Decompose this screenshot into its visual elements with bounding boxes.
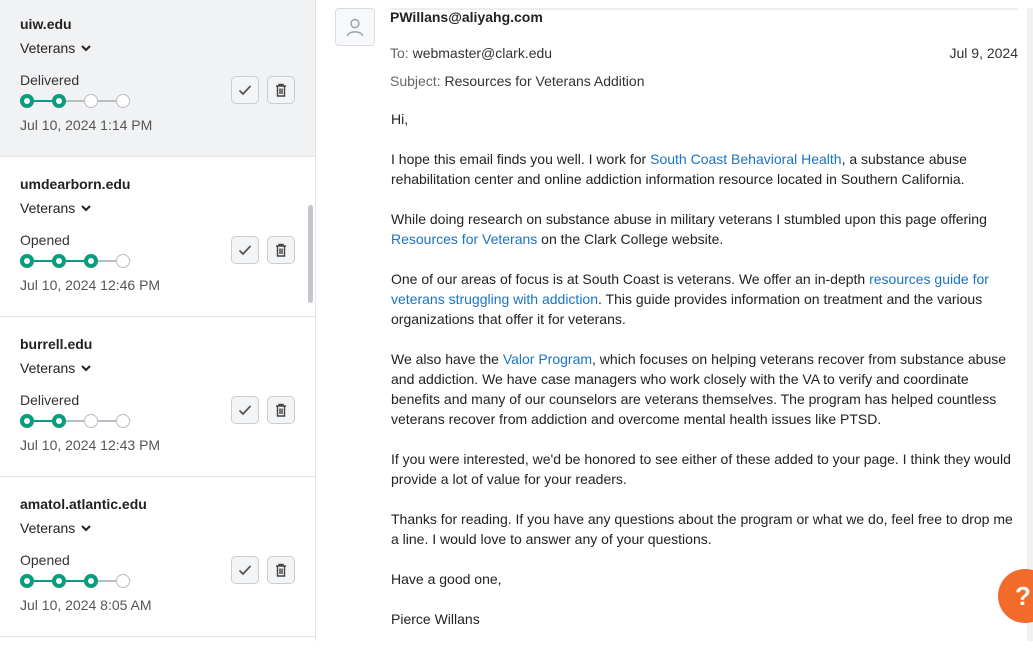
conversation-domain: uiw.edu (20, 16, 72, 32)
delete-button[interactable] (267, 236, 295, 264)
paragraph-text: We also have the (391, 351, 503, 367)
progress-connector (98, 420, 116, 422)
progress-step-dot (84, 254, 98, 268)
progress-connector (98, 260, 116, 262)
progress-steps (20, 413, 134, 429)
email-paragraph: Thanks for reading. If you have any questions about the program or what we do, feel free to drop me a line. I would love to answer any of your questions. (391, 511, 1013, 547)
conversation-item[interactable] (0, 0, 315, 157)
tag-dropdown[interactable] (20, 40, 91, 56)
email-paragraph (391, 349, 1016, 429)
subject-text: Resources for Veterans Addition (444, 73, 645, 89)
progress-step-dot (52, 254, 66, 268)
progress-connector (34, 420, 52, 422)
progress-connector (34, 100, 52, 102)
progress-step-dot (116, 414, 130, 428)
progress-connector (98, 580, 116, 582)
mark-done-button[interactable] (231, 556, 259, 584)
progress-step-dot (116, 94, 130, 108)
email-date: Jul 9, 2024 (949, 45, 1018, 61)
check-icon (238, 244, 252, 256)
chevron-down-icon (81, 525, 91, 532)
progress-step-dot (116, 574, 130, 588)
conversation-date: Jul 10, 2024 12:43 PM (20, 437, 161, 453)
progress-steps (20, 253, 134, 269)
link-resources-guide[interactable]: resources guide for veterans struggling with addiction (391, 271, 989, 307)
progress-step-dot (84, 574, 98, 588)
conversation-item[interactable] (0, 158, 315, 317)
progress-step-dot (52, 574, 66, 588)
subject-label: Subject: (390, 73, 441, 89)
progress-connector (34, 260, 52, 262)
trash-icon (275, 83, 287, 97)
status-label: Delivered (20, 72, 80, 88)
email-to (390, 45, 552, 61)
progress-connector (66, 580, 84, 582)
tag-dropdown[interactable] (20, 360, 91, 376)
mark-done-button[interactable] (231, 396, 259, 424)
email-greeting: Hi, (391, 111, 409, 127)
delete-button[interactable] (267, 76, 295, 104)
conversation-domain: amatol.atlantic.edu (20, 496, 147, 512)
conversation-date: Jul 10, 2024 8:05 AM (20, 597, 152, 613)
conversation-item[interactable] (0, 478, 315, 637)
progress-steps (20, 573, 134, 589)
tag-label: Veterans (20, 200, 76, 216)
user-icon (345, 17, 365, 37)
to-address: webmaster@clark.edu (412, 45, 553, 61)
progress-connector (98, 100, 116, 102)
progress-step-dot (20, 94, 34, 108)
conversation-domain: umdearborn.edu (20, 176, 131, 192)
email-paragraph (391, 149, 1016, 189)
progress-step-dot (116, 254, 130, 268)
conversation-item[interactable] (0, 318, 315, 477)
email-paragraph: If you were interested, we'd be honored to see either of these added to your page. I think they would provide a lot of value for your readers. (391, 451, 1011, 487)
progress-connector (34, 580, 52, 582)
progress-step-dot (52, 414, 66, 428)
progress-connector (66, 420, 84, 422)
tag-dropdown[interactable] (20, 520, 91, 536)
help-button[interactable]: ? (998, 569, 1033, 623)
chevron-down-icon (81, 365, 91, 372)
progress-steps (20, 93, 134, 109)
progress-step-dot (20, 414, 34, 428)
delete-button[interactable] (267, 396, 295, 424)
progress-step-dot (20, 254, 34, 268)
sender-avatar (335, 8, 375, 46)
progress-step-dot (20, 574, 34, 588)
trash-icon (275, 243, 287, 257)
conversation-date: Jul 10, 2024 1:14 PM (20, 117, 153, 133)
mark-done-button[interactable] (231, 76, 259, 104)
email-subject (390, 73, 645, 89)
email-signoff: Have a good one, (391, 571, 502, 587)
status-label: Opened (20, 552, 70, 568)
trash-icon (275, 563, 287, 577)
check-icon (238, 564, 252, 576)
sidebar-scrollbar[interactable] (308, 205, 313, 303)
chevron-down-icon (81, 205, 91, 212)
progress-step-dot (84, 94, 98, 108)
detail-scrollbar[interactable] (1027, 8, 1033, 641)
link-south-coast[interactable]: South Coast Behavioral Health (650, 151, 842, 167)
to-label: To: (390, 45, 409, 61)
tag-dropdown[interactable] (20, 200, 91, 216)
paragraph-text: , a substance abuse rehabilitation center and online addiction information resource located in Southern California. (391, 151, 967, 187)
link-valor-program[interactable]: Valor Program (502, 351, 593, 367)
email-signature: Pierce Willans (391, 611, 480, 627)
status-label: Opened (20, 232, 70, 248)
progress-step-dot (52, 94, 66, 108)
paragraph-text: One of our areas of focus is at South Coast is veterans. We offer an in-depth (391, 271, 870, 287)
check-icon (238, 404, 252, 416)
email-paragraph (391, 209, 1016, 249)
mark-done-button[interactable] (231, 236, 259, 264)
status-label: Delivered (20, 392, 80, 408)
link-resources-veterans[interactable]: Resources for Veterans (391, 231, 538, 247)
progress-connector (66, 100, 84, 102)
tag-label: Veterans (20, 40, 76, 56)
check-icon (238, 84, 252, 96)
email-body (391, 109, 1016, 649)
conversation-domain: burrell.edu (20, 336, 93, 352)
tag-label: Veterans (20, 520, 76, 536)
paragraph-text: While doing research on substance abuse in military veterans I stumbled upon this page offering (391, 211, 987, 227)
conversation-date: Jul 10, 2024 12:46 PM (20, 277, 161, 293)
conversation-list (0, 0, 316, 641)
paragraph-text: I hope this email finds you well. I work for (391, 151, 651, 167)
paragraph-text: on the Clark College website. (537, 231, 724, 247)
paragraph-text: . This guide provides information on treatment and the various organizations that offer it for veterans. (391, 291, 983, 327)
progress-connector (66, 260, 84, 262)
chevron-down-icon (81, 45, 91, 52)
trash-icon (275, 403, 287, 417)
delete-button[interactable] (267, 556, 295, 584)
paragraph-text: , which focuses on helping veterans recover from substance abuse and addiction. We have case managers who work closely with the VA to verify and coordinate benefits and many of our counselors are veterans themselves. The program has helped countless veterans recover from addiction and overcome mental health issues like PTSD. (391, 351, 1007, 427)
tag-label: Veterans (20, 360, 76, 376)
email-from: PWillans@aliyahg.com (390, 9, 543, 25)
progress-step-dot (84, 414, 98, 428)
email-paragraph (391, 269, 1016, 329)
